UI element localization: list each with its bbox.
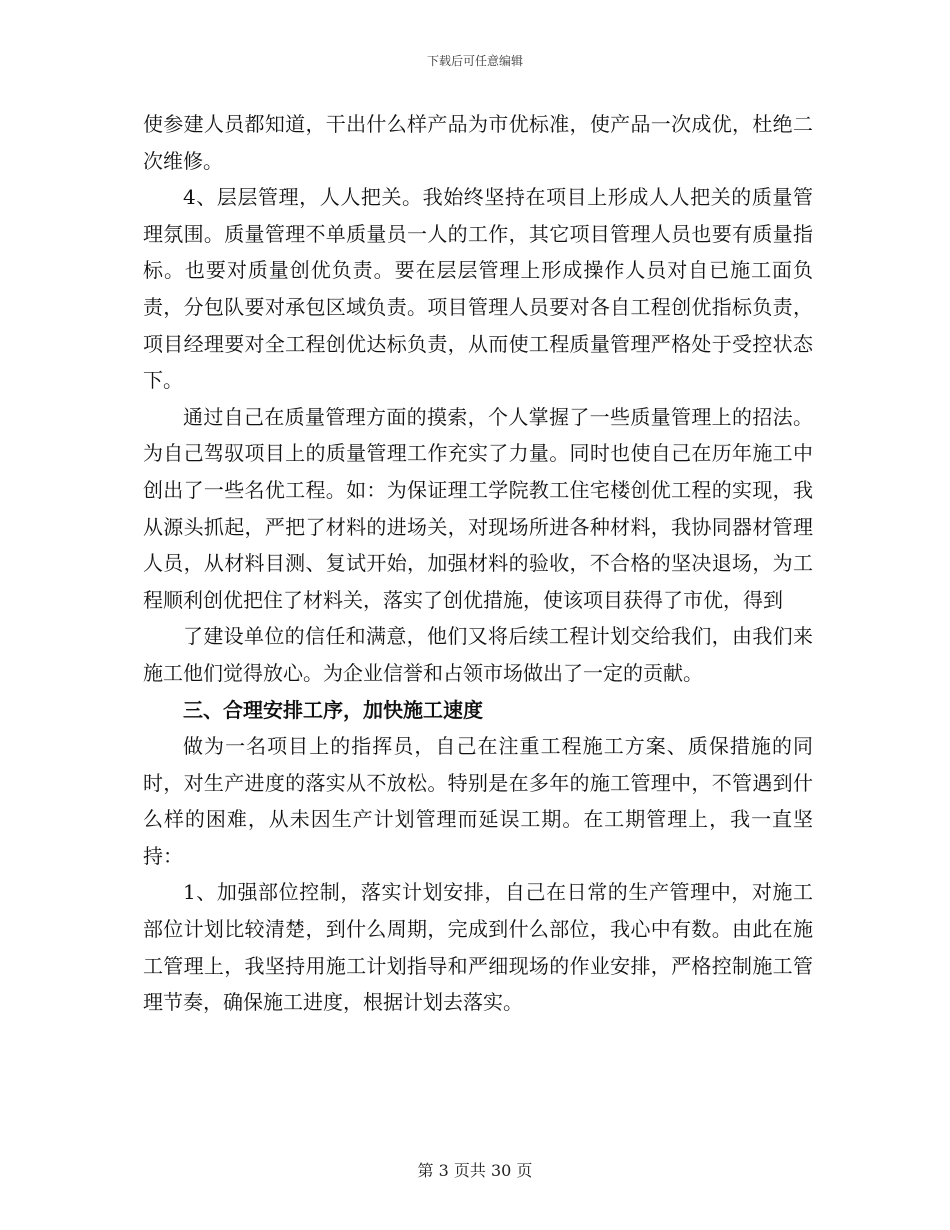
paragraph-4: 了建设单位的信任和满意，他们又将后续工程计划交给我们，由我们来施工他们觉得放心。为企业信誉和占领市场做出了一定的贡献。 <box>143 624 813 685</box>
paragraph-2: 4、层层管理，人人把关。我始终坚持在项目上形成人人把关的质量管理氛围。质量管理不单质量员一人的工作，其它项目管理人员也要有质量指标。也要对质量创优负责。要在层层管理上形成操作人员对自已施工面负责，分包队要对承包区域负责。项目管理人员要对各自工程创优指标负责，项目经理要对全工程创优达标负责，从而使工程质量管理严格处于受控状态下。 <box>143 185 813 393</box>
paragraph-5: 做为一名项目上的指挥员，自己在注重工程施工方案、质保措施的同时，对生产进度的落实从不放松。特别是在多年的施工管理中，不管遇到什么样的困难，从未因生产计划管理而延误工期。在工期管理上，我一直坚持： <box>143 734 813 868</box>
page-header: 下载后可任意编辑 <box>426 54 523 68</box>
paragraph-3: 通过自己在质量管理方面的摸索，个人掌握了一些质量管理上的招法。为自己驾驭项目上的质量管理工作充实了力量。同时也使自己在历年施工中创出了一些名优工程。如：为保证理工学院教工住宅楼创优工程的实现，我从源头抓起，严把了材料的进场关，对现场所进各种材料，我协同器材管理人员，从材料目测、复试开始，加强材料的验收，不合格的坚决退场，为工程顺利创优把住了材料关，落实了创优措施，使该项目获得了市优，得到 <box>143 404 813 612</box>
paragraph-6: 1、加强部位控制，落实计划安排，自己在日常的生产管理中，对施工部位计划比较清楚，到什么周期，完成到什么部位，我心中有数。由此在施工管理上，我坚持用施工计划指导和严细现场的作业安排，严格控制施工管理节奏，确保施工进度，根据计划去落实。 <box>143 880 813 1015</box>
paragraph-1: 使参建人员都知道，干出什么样产品为市优标准，使产品一次成优，杜绝二次维修。 <box>143 112 813 173</box>
section-heading: 三、合理安排工序，加快施工速度 <box>183 697 483 722</box>
page-content <box>143 106 813 1021</box>
page-footer: 第 3 页共 30 页 <box>417 1161 533 1180</box>
